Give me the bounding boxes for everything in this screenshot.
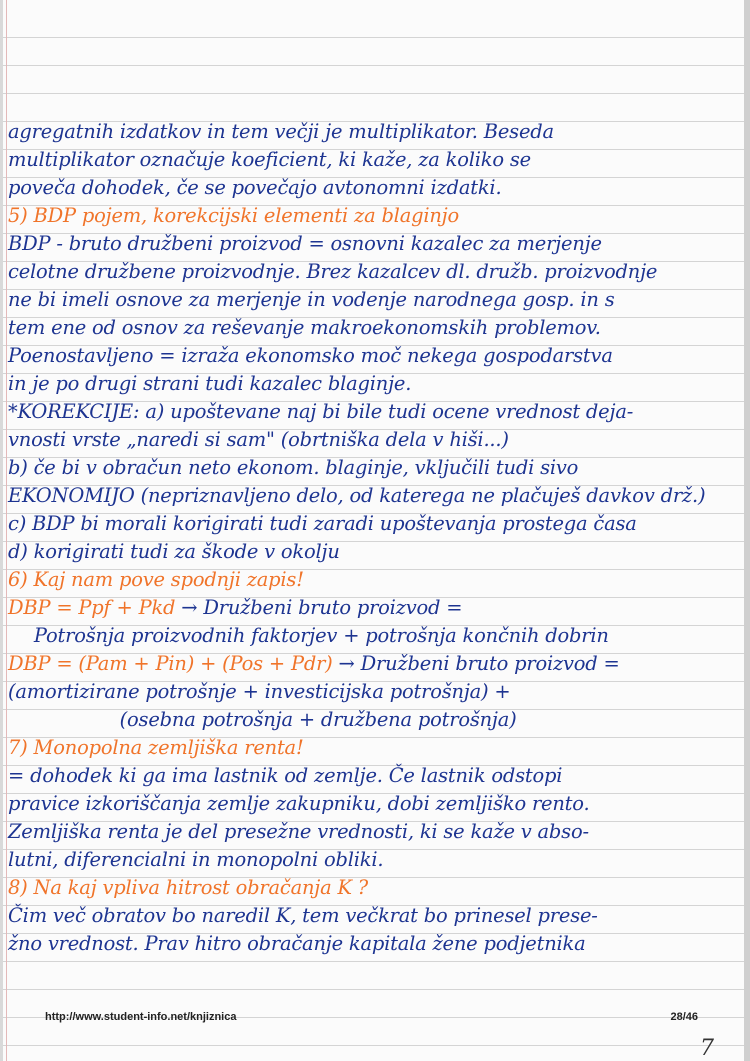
text-line	[8, 902, 724, 930]
text-line	[8, 930, 724, 958]
text-line	[8, 538, 724, 566]
line-text: multiplikator označuje koeficient, ki kaže, za koliko se	[8, 148, 531, 171]
line-text: poveča dohodek, če se povečajo avtonomni izdatki.	[8, 176, 502, 199]
line-text: ne bi imeli osnove za merjenje in vodenje narodnega gosp. in s	[8, 288, 615, 311]
text-line	[8, 398, 724, 426]
text-line	[8, 846, 724, 874]
line-text: celotne družbene proizvodnje. Brez kazalcev dl. družb. proizvodnje	[8, 260, 658, 283]
text-line	[8, 454, 724, 482]
line-continuation: → Družbeni bruto proizvod =	[332, 652, 620, 675]
text-line	[8, 678, 724, 706]
page-number: 28/46	[670, 1011, 698, 1023]
line-text: vnosti vrste „naredi si sam" (obrtniška dela v hiši...)	[8, 428, 509, 451]
line-text: BDP - bruto družbeni proizvod = osnovni kazalec za merjenje	[8, 232, 602, 255]
text-line	[8, 706, 750, 734]
text-line	[8, 258, 724, 286]
line-text: 7) Monopolna zemljiška renta!	[8, 736, 304, 759]
line-text: EKONOMIJO (nepriznavljeno delo, od katerega ne plačuješ davkov drž.)	[8, 484, 706, 507]
line-text: DBP = Ppf + Pkd	[8, 596, 176, 619]
heading-line	[8, 874, 724, 902]
text-line	[8, 286, 724, 314]
line-text: agregatnih izdatkov in tem večji je multiplikator. Beseda	[8, 120, 554, 143]
heading-line	[8, 594, 724, 622]
margin-line	[6, 0, 7, 1061]
line-text: in je po drugi strani tudi kazalec blaginje.	[8, 372, 412, 395]
heading-line	[8, 734, 724, 762]
text-line	[8, 370, 724, 398]
line-text: 6) Kaj nam pove spodnji zapis!	[8, 568, 304, 591]
line-text: DBP = (Pam + Pin) + (Pos + Pdr)	[8, 652, 333, 675]
heading-line	[8, 202, 724, 230]
line-text: Zemljiška renta je del presežne vrednosti, ki se kaže v abso-	[8, 820, 589, 843]
text-line	[8, 510, 724, 538]
line-text: pravice izkoriščanja zemlje zakupniku, dobi zemljiško rento.	[8, 792, 590, 815]
line-text: žno vrednost. Prav hitro obračanje kapitala žene podjetnika	[8, 932, 586, 955]
line-text: 5) BDP pojem, korekcijski elementi za blaginjo	[8, 204, 460, 227]
text-line	[8, 790, 724, 818]
line-text: 8) Na kaj vpliva hitrost obračanja K ?	[8, 876, 369, 899]
footer-url[interactable]: http://www.student-info.net/knjiznica	[45, 1011, 237, 1023]
text-line	[8, 342, 724, 370]
heading-line	[8, 650, 724, 678]
text-line	[8, 426, 724, 454]
line-text: c) BDP bi morali korigirati tudi zaradi upoštevanja prostega časa	[8, 512, 637, 535]
text-line	[8, 174, 724, 202]
text-line	[8, 762, 724, 790]
corner-mark: 7	[700, 1036, 714, 1061]
text-line	[8, 230, 724, 258]
line-text: (amortizirane potrošnje + investicijska potrošnja) +	[8, 680, 511, 703]
line-text: lutni, diferencialni in monopolni obliki.	[8, 848, 384, 871]
page-edge	[0, 0, 3, 1061]
line-text: tem ene od osnov za reševanje makroekonomskih problemov.	[8, 316, 601, 339]
text-line	[8, 622, 750, 650]
text-line	[8, 314, 724, 342]
line-text: *KOREKCIJE: a) upoštevane naj bi bile tudi ocene vrednost deja-	[8, 400, 634, 423]
handwritten-notes	[8, 118, 726, 958]
text-line	[8, 482, 724, 510]
text-line	[8, 146, 724, 174]
line-text: d) korigirati tudi za škode v okolju	[8, 540, 340, 563]
heading-line	[8, 566, 724, 594]
line-text: = dohodek ki ga ima lastnik od zemlje. Če lastnik odstopi	[8, 764, 563, 787]
line-text: Čim več obratov bo naredil K, tem večkrat bo prinesel prese-	[8, 904, 598, 927]
line-text: Poenostavljeno = izraža ekonomsko moč nekega gospodarstva	[8, 344, 613, 367]
line-text: (osebna potrošnja + družbena potrošnja)	[119, 708, 517, 731]
line-text: Potrošnja proizvodnih faktorjev + potrošnja končnih dobrin	[33, 624, 609, 647]
line-continuation: → Družbeni bruto proizvod =	[175, 596, 463, 619]
text-line	[8, 118, 724, 146]
text-line	[8, 818, 724, 846]
line-text: b) če bi v obračun neto ekonom. blaginje, vključili tudi sivo	[8, 456, 579, 479]
